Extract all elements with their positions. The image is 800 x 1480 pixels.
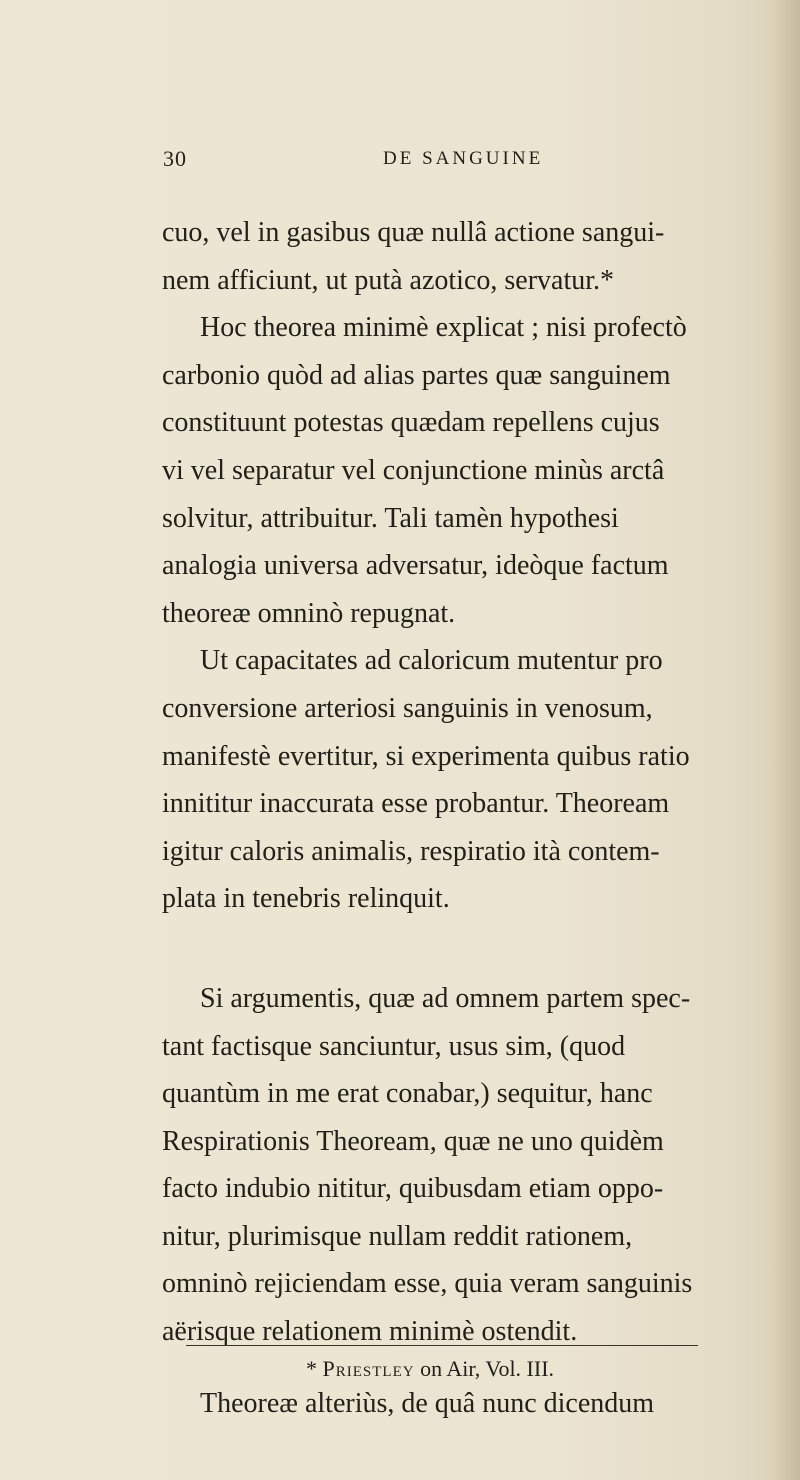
footnote-marker: * — [306, 1356, 317, 1381]
text-line: aërisque relationem minimè ostendit. — [162, 1316, 578, 1348]
text-line: theoreæ omninò repugnat. — [162, 597, 456, 629]
text-line: innititur inaccurata esse probantur. Theoream — [162, 788, 670, 820]
text-line: facto indubio nititur, quibusdam etiam oppo- — [162, 1173, 664, 1205]
text-line: carbonio quòd ad alias partes quæ sanguinem — [162, 359, 671, 391]
running-head: DE SANGUINE — [383, 148, 544, 169]
body-text — [162, 209, 762, 1427]
text-line: nitur, plurimisque nullam reddit rationem, — [162, 1220, 633, 1252]
page-header — [163, 146, 723, 174]
text-line: cuo, vel in gasibus quæ nullâ actione sangui- — [162, 217, 665, 248]
text-line: Ut capacitates ad caloricum mutentur pro — [200, 645, 663, 677]
page-edge-shadow — [770, 0, 800, 1480]
text-line: plata in tenebris relinquit. — [162, 883, 450, 915]
text-line: omninò rejiciendam esse, quia veram sanguinis — [162, 1268, 693, 1300]
text-line: Respirationis Theoream, quæ ne uno quidèm — [162, 1125, 664, 1157]
text-line: igitur caloris animalis, respiratio ità contem- — [162, 835, 660, 867]
text-line: constituunt potestas quædam repellens cujus — [162, 407, 660, 439]
text-line: tant factisque sanciuntur, usus sim, (quod — [162, 1030, 626, 1062]
text-line: vi vel separatur vel conjunctione minùs arctâ — [162, 454, 665, 486]
text-line: manifestè evertitur, si experimenta quibus ratio — [162, 740, 690, 772]
text-line: quantùm in me erat conabar,) sequitur, hanc — [162, 1078, 653, 1110]
text-line: nem afficiunt, ut putà azotico, servatur.* — [162, 264, 615, 296]
text-line: Si argumentis, quæ ad omnem partem spec- — [200, 982, 691, 1014]
text-line: conversione arteriosi sanguinis in venosum, — [162, 692, 653, 724]
text-line: Theoreæ alteriùs, de quâ nunc dicendum — [200, 1387, 655, 1419]
text-line: Hoc theorea minimè explicat ; nisi profectò — [200, 312, 687, 344]
footnote — [306, 1356, 554, 1382]
text-line: solvitur, attribuitur. Tali tamèn hypothesi — [162, 502, 619, 534]
footnote-text: on Air, Vol. III. — [420, 1356, 555, 1381]
footnote-author: Priestley — [322, 1356, 415, 1381]
page-number: 30 — [163, 146, 187, 171]
text-line: analogia universa adversatur, ideòque factum — [162, 550, 669, 582]
footnote-rule — [186, 1345, 698, 1346]
paragraph-gap — [162, 923, 762, 975]
